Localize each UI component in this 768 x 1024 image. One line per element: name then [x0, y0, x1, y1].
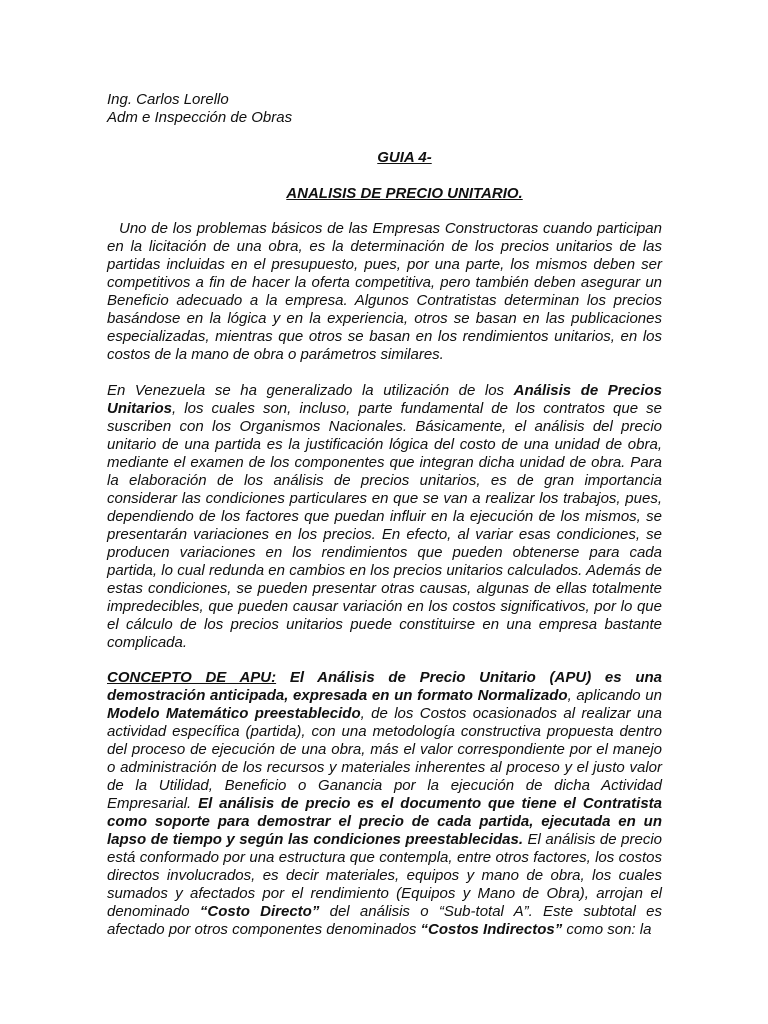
guide-label: GUIA 4-	[377, 149, 432, 166]
paragraph-venezuela-rest: , los cuales son, incluso, parte fundamental de los contratos que se suscriben con los Organismos Nacionales. Básicamente, el análisis del precio unitario de una partida es la justificación lógica del costo de una unidad de obra, mediante el examen de los componentes que integran dicha unidad de obra. Para la elaboración de los análisis de precios unitarios, es de gran importancia considerar las condiciones particulares en que se van a realizar los trabajos, pues, dependiendo de los factores que puedan influir en la ejecución de los mismos, se presentarán variaciones en los precios. En efecto, al variar esas condiciones, se producen variaciones en los rendimientos que pueden obtenerse para cada partida, lo cual redunda en cambios en los precios unitarios calculados. Además de estas condiciones, se pueden presentar otras causas, algunas de ellas totalmente impredecibles, que pueden causar variación en los costos significativos, por lo que el cálculo de los precios unitarios puede constituirse en una empresa bastante complicada.	[107, 400, 662, 651]
concept-label: CONCEPTO DE APU:	[107, 669, 277, 686]
concept-text-3: El análisis de precio está conformado por una estructura que contempla, entre otros factores, los costos directos involucrados, es decir materiales, equipos y mano de obra, los cuales sumados y afectados por el rendimiento (Equipos y Mano de Obra), arrojan el denominado	[107, 831, 662, 920]
model-bold: Modelo Matemático preestablecido	[107, 705, 361, 722]
paragraph-concept	[107, 669, 662, 939]
concept-text-2: , de los Costos ocasionados al realizar una actividad específica (partida), con una metodología constructiva propuesta dentro del proceso de ejecución de una obra, más el valor correspondiente por el manejo o administración de los recursos y materiales inherentes al proceso y el justo valor de la Utilidad, Beneficio o Ganancia por la ejecución de dicha Actividad Empresarial.	[107, 705, 662, 812]
document-bold: El análisis de precio es el documento que tiene el Contratista como soporte para demostrar el precio de cada partida, ejecutada en un lapso de tiempo y según las condiciones preestablecidas.	[107, 795, 662, 848]
paragraph-intro: Uno de los problemas básicos de las Empresas Constructoras cuando participan en la licitación de una obra, es la determinación de los precios unitarios de las partidas incluidas en el presupuesto, pues, por una parte, los mismos deben ser competitivos a fin de hacer la oferta competitiva, pero también deben asegurar un Beneficio adecuado a la empresa. Algunos Contratistas determinan los precios basándose en la lógica y en la experiencia, otros se basan en las publicaciones especializadas, mientras que otros se basan en los rendimientos unitarios, en los costos de la mano de obra o parámetros similares.	[107, 220, 662, 363]
concept-text-1: , aplicando un	[567, 687, 662, 704]
author-name: Ing. Carlos Lorello	[107, 91, 229, 108]
concept-text-4: del análisis o “Sub-total A”. Este subtotal es afectado por otros componentes denominados	[107, 903, 663, 938]
term-apu: Análisis de Precios Unitarios	[107, 382, 662, 417]
direct-cost-term: “Costo Directo”	[199, 903, 320, 920]
definition-bold: El Análisis de Precio Unitario (APU) es una demostración anticipada, expresada en un formato Normalizado	[107, 669, 662, 704]
document-page	[107, 91, 662, 939]
department-name: Adm e Inspección de Obras	[107, 109, 293, 126]
paragraph-venezuela-intro: En Venezuela se ha generalizado la utilización de los	[107, 382, 514, 399]
indirect-cost-term: “Costos Indirectos”	[420, 921, 563, 938]
paragraph-venezuela	[107, 382, 662, 652]
concept-text-5: como son: la	[562, 921, 652, 938]
document-title: ANALISIS DE PRECIO UNITARIO.	[286, 185, 523, 202]
